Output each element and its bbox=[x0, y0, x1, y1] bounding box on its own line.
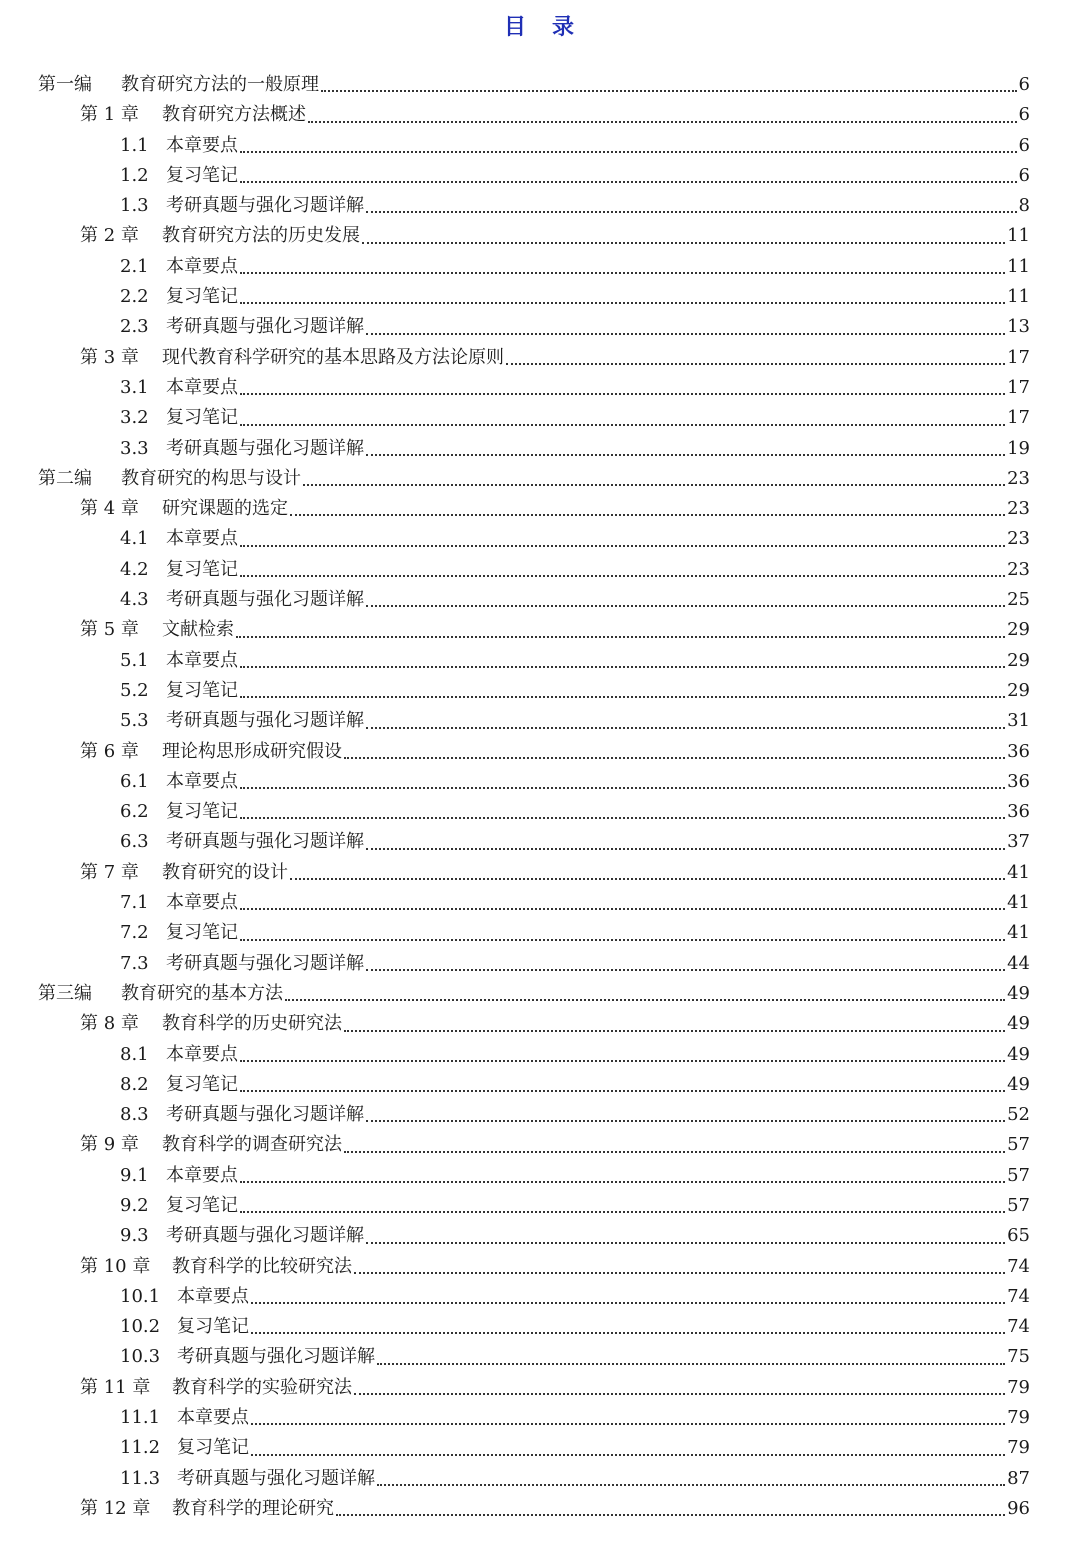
dot-leader bbox=[240, 392, 1005, 395]
entry-number: 7.3 bbox=[120, 952, 149, 974]
entry-number: 7.1 bbox=[120, 892, 149, 914]
dot-leader bbox=[366, 453, 1005, 456]
dot-leader bbox=[240, 423, 1005, 426]
toc-section-entry[interactable] bbox=[0, 1070, 1080, 1100]
entry-title: 本章要点 bbox=[166, 528, 238, 550]
dot-leader bbox=[240, 816, 1005, 819]
dot-leader bbox=[240, 665, 1005, 668]
entry-number: 9.3 bbox=[120, 1225, 149, 1247]
toc-section-entry[interactable] bbox=[0, 918, 1080, 948]
entry-page-number: 75 bbox=[1007, 1346, 1030, 1368]
dot-leader bbox=[366, 210, 1017, 213]
entry-page-number: 49 bbox=[1007, 1013, 1030, 1035]
entry-number: 3.2 bbox=[120, 407, 149, 429]
toc-part-entry[interactable] bbox=[0, 464, 1080, 494]
toc-chapter-entry[interactable] bbox=[0, 1130, 1080, 1160]
entry-title: 复习笔记 bbox=[166, 1073, 238, 1095]
dot-leader bbox=[366, 1119, 1005, 1122]
entry-title: 复习笔记 bbox=[166, 558, 238, 580]
toc-section-entry[interactable] bbox=[0, 1403, 1080, 1433]
entry-number: 第 8 章 bbox=[80, 1013, 139, 1035]
dot-leader bbox=[377, 1362, 1005, 1365]
entry-number: 2.2 bbox=[120, 286, 149, 308]
entry-number: 5.3 bbox=[120, 710, 149, 732]
entry-page-number: 57 bbox=[1007, 1164, 1030, 1186]
entry-page-number: 37 bbox=[1007, 831, 1030, 853]
dot-leader bbox=[362, 241, 1005, 244]
entry-number: 4.2 bbox=[120, 558, 149, 580]
toc-section-entry[interactable] bbox=[0, 1342, 1080, 1372]
toc-section-entry[interactable] bbox=[0, 1191, 1080, 1221]
dot-leader bbox=[285, 998, 1005, 1001]
entry-number: 第 5 章 bbox=[80, 619, 139, 641]
entry-page-number: 29 bbox=[1007, 649, 1030, 671]
dot-leader bbox=[240, 1210, 1005, 1213]
toc-chapter-entry[interactable] bbox=[0, 737, 1080, 767]
entry-title: 本章要点 bbox=[166, 376, 238, 398]
dot-leader bbox=[366, 847, 1005, 850]
entry-title: 复习笔记 bbox=[166, 286, 238, 308]
toc-section-entry[interactable] bbox=[0, 1433, 1080, 1463]
entry-page-number: 44 bbox=[1007, 952, 1030, 974]
entry-page-number: 8 bbox=[1018, 195, 1030, 217]
dot-leader bbox=[366, 332, 1005, 335]
entry-title: 考研真题与强化习题详解 bbox=[166, 1104, 364, 1126]
entry-page-number: 11 bbox=[1007, 255, 1030, 277]
entry-page-number: 11 bbox=[1007, 225, 1030, 247]
toc-section-entry[interactable] bbox=[0, 706, 1080, 736]
entry-page-number: 57 bbox=[1007, 1194, 1030, 1216]
entry-page-number: 57 bbox=[1007, 1134, 1030, 1156]
dot-leader bbox=[303, 483, 1005, 486]
entry-page-number: 6 bbox=[1018, 104, 1030, 126]
entry-page-number: 6 bbox=[1018, 164, 1030, 186]
entry-page-number: 41 bbox=[1007, 892, 1030, 914]
entry-page-number: 52 bbox=[1007, 1104, 1030, 1126]
dot-leader bbox=[240, 938, 1005, 941]
entry-page-number: 65 bbox=[1007, 1225, 1030, 1247]
entry-title: 本章要点 bbox=[166, 134, 238, 156]
dot-leader bbox=[251, 1453, 1005, 1456]
entry-number: 5.2 bbox=[120, 679, 149, 701]
entry-title: 考研真题与强化习题详解 bbox=[166, 437, 364, 459]
entry-title: 本章要点 bbox=[166, 1164, 238, 1186]
dot-leader bbox=[377, 1483, 1005, 1486]
table-of-contents bbox=[0, 70, 1080, 1524]
dot-leader bbox=[366, 604, 1005, 607]
toc-section-entry[interactable] bbox=[0, 191, 1080, 221]
toc-section-entry[interactable] bbox=[0, 1040, 1080, 1070]
entry-title: 教育科学的历史研究法 bbox=[162, 1013, 342, 1035]
dot-leader bbox=[251, 1331, 1005, 1334]
dot-leader bbox=[240, 786, 1005, 789]
dot-leader bbox=[251, 1301, 1005, 1304]
entry-number: 8.3 bbox=[120, 1104, 149, 1126]
toc-chapter-entry[interactable] bbox=[0, 494, 1080, 524]
entry-page-number: 23 bbox=[1007, 558, 1030, 580]
entry-number: 3.1 bbox=[120, 376, 149, 398]
dot-leader bbox=[240, 180, 1017, 183]
entry-number: 1.2 bbox=[120, 164, 149, 186]
dot-leader bbox=[344, 756, 1005, 759]
entry-page-number: 23 bbox=[1007, 528, 1030, 550]
entry-number: 3.3 bbox=[120, 437, 149, 459]
toc-chapter-entry[interactable] bbox=[0, 615, 1080, 645]
entry-page-number: 41 bbox=[1007, 861, 1030, 883]
entry-number: 7.2 bbox=[120, 922, 149, 944]
toc-chapter-entry[interactable] bbox=[0, 858, 1080, 888]
toc-chapter-entry[interactable] bbox=[0, 1009, 1080, 1039]
entry-number: 第 12 章 bbox=[80, 1497, 151, 1519]
entry-number: 第二编 bbox=[38, 467, 92, 489]
entry-number: 8.1 bbox=[120, 1043, 149, 1065]
toc-section-entry[interactable] bbox=[0, 1464, 1080, 1494]
entry-page-number: 36 bbox=[1007, 770, 1030, 792]
entry-page-number: 41 bbox=[1007, 922, 1030, 944]
toc-section-entry[interactable] bbox=[0, 646, 1080, 676]
entry-number: 第 1 章 bbox=[80, 104, 139, 126]
entry-title: 复习笔记 bbox=[166, 407, 238, 429]
entry-number: 第 4 章 bbox=[80, 498, 139, 520]
entry-number: 10.2 bbox=[120, 1316, 161, 1338]
dot-leader bbox=[321, 89, 1017, 92]
dot-leader bbox=[240, 301, 1005, 304]
entry-number: 9.2 bbox=[120, 1194, 149, 1216]
entry-title: 复习笔记 bbox=[166, 679, 238, 701]
dot-leader bbox=[366, 726, 1005, 729]
entry-number: 4.3 bbox=[120, 589, 149, 611]
toc-section-entry[interactable] bbox=[0, 282, 1080, 312]
entry-number: 6.3 bbox=[120, 831, 149, 853]
toc-section-entry[interactable] bbox=[0, 1100, 1080, 1130]
entry-title: 研究课题的选定 bbox=[162, 498, 288, 520]
entry-number: 第 6 章 bbox=[80, 740, 139, 762]
entry-number: 9.1 bbox=[120, 1164, 149, 1186]
entry-title: 考研真题与强化习题详解 bbox=[177, 1467, 375, 1489]
entry-title: 本章要点 bbox=[166, 255, 238, 277]
toc-section-entry[interactable] bbox=[0, 888, 1080, 918]
entry-page-number: 36 bbox=[1007, 801, 1030, 823]
toc-section-entry[interactable] bbox=[0, 161, 1080, 191]
entry-page-number: 49 bbox=[1007, 1043, 1030, 1065]
entry-title: 考研真题与强化习题详解 bbox=[166, 195, 364, 217]
toc-chapter-entry[interactable] bbox=[0, 1494, 1080, 1524]
entry-page-number: 11 bbox=[1007, 286, 1030, 308]
entry-title: 文献检索 bbox=[162, 619, 234, 641]
entry-page-number: 79 bbox=[1007, 1407, 1030, 1429]
toc-chapter-entry[interactable] bbox=[0, 1252, 1080, 1282]
entry-title: 本章要点 bbox=[177, 1407, 249, 1429]
toc-chapter-entry[interactable] bbox=[0, 343, 1080, 373]
entry-page-number: 74 bbox=[1007, 1255, 1030, 1277]
toc-chapter-entry[interactable] bbox=[0, 1373, 1080, 1403]
toc-section-entry[interactable] bbox=[0, 585, 1080, 615]
toc-section-entry[interactable] bbox=[0, 434, 1080, 464]
entry-number: 11.3 bbox=[120, 1467, 161, 1489]
dot-leader bbox=[251, 1422, 1005, 1425]
dot-leader bbox=[240, 1059, 1005, 1062]
dot-leader bbox=[366, 1241, 1005, 1244]
toc-section-entry[interactable] bbox=[0, 555, 1080, 585]
entry-number: 8.2 bbox=[120, 1073, 149, 1095]
entry-number: 第 3 章 bbox=[80, 346, 139, 368]
entry-number: 第三编 bbox=[38, 982, 92, 1004]
dot-leader bbox=[344, 1150, 1005, 1153]
dot-leader bbox=[240, 544, 1005, 547]
entry-number: 第 2 章 bbox=[80, 225, 139, 247]
entry-title: 本章要点 bbox=[166, 649, 238, 671]
entry-number: 2.3 bbox=[120, 316, 149, 338]
entry-title: 现代教育科学研究的基本思路及方法论原则 bbox=[162, 346, 504, 368]
entry-title: 教育科学的实验研究法 bbox=[172, 1376, 352, 1398]
entry-number: 1.1 bbox=[120, 134, 149, 156]
dot-leader bbox=[506, 362, 1005, 365]
dot-leader bbox=[336, 1513, 1005, 1516]
dot-leader bbox=[240, 695, 1005, 698]
entry-number: 第 11 章 bbox=[80, 1376, 151, 1398]
dot-leader bbox=[236, 635, 1005, 638]
toc-part-entry[interactable] bbox=[0, 979, 1080, 1009]
entry-title: 复习笔记 bbox=[177, 1316, 249, 1338]
entry-title: 教育科学的理论研究 bbox=[172, 1497, 334, 1519]
entry-page-number: 96 bbox=[1007, 1497, 1030, 1519]
entry-title: 本章要点 bbox=[177, 1285, 249, 1307]
entry-page-number: 19 bbox=[1007, 437, 1030, 459]
entry-title: 教育研究的构思与设计 bbox=[121, 467, 301, 489]
page-title: 目 录 bbox=[503, 15, 576, 40]
entry-number: 10.1 bbox=[120, 1285, 161, 1307]
entry-number: 11.1 bbox=[120, 1407, 161, 1429]
dot-leader bbox=[308, 120, 1017, 123]
dot-leader bbox=[240, 271, 1005, 274]
toc-section-entry[interactable] bbox=[0, 524, 1080, 554]
entry-title: 考研真题与强化习题详解 bbox=[177, 1346, 375, 1368]
entry-title: 考研真题与强化习题详解 bbox=[166, 831, 364, 853]
entry-page-number: 17 bbox=[1007, 407, 1030, 429]
entry-page-number: 74 bbox=[1007, 1316, 1030, 1338]
toc-section-entry[interactable] bbox=[0, 767, 1080, 797]
toc-section-entry[interactable] bbox=[0, 676, 1080, 706]
toc-section-entry[interactable] bbox=[0, 949, 1080, 979]
entry-page-number: 29 bbox=[1007, 679, 1030, 701]
toc-section-entry[interactable] bbox=[0, 312, 1080, 342]
entry-title: 考研真题与强化习题详解 bbox=[166, 589, 364, 611]
entry-page-number: 36 bbox=[1007, 740, 1030, 762]
dot-leader bbox=[290, 877, 1005, 880]
entry-title: 教育研究方法概述 bbox=[162, 104, 306, 126]
entry-title: 考研真题与强化习题详解 bbox=[166, 1225, 364, 1247]
dot-leader bbox=[366, 968, 1005, 971]
entry-title: 本章要点 bbox=[166, 770, 238, 792]
dot-leader bbox=[240, 574, 1005, 577]
entry-page-number: 29 bbox=[1007, 619, 1030, 641]
entry-number: 10.3 bbox=[120, 1346, 161, 1368]
entry-number: 第 7 章 bbox=[80, 861, 139, 883]
entry-page-number: 87 bbox=[1007, 1467, 1030, 1489]
entry-title: 本章要点 bbox=[166, 1043, 238, 1065]
entry-number: 2.1 bbox=[120, 255, 149, 277]
dot-leader bbox=[354, 1271, 1005, 1274]
entry-page-number: 79 bbox=[1007, 1376, 1030, 1398]
entry-page-number: 23 bbox=[1007, 498, 1030, 520]
entry-title: 考研真题与强化习题详解 bbox=[166, 710, 364, 732]
entry-number: 6.2 bbox=[120, 801, 149, 823]
entry-page-number: 17 bbox=[1007, 346, 1030, 368]
toc-section-entry[interactable] bbox=[0, 1312, 1080, 1342]
entry-page-number: 79 bbox=[1007, 1437, 1030, 1459]
entry-number: 11.2 bbox=[120, 1437, 161, 1459]
dot-leader bbox=[240, 150, 1017, 153]
dot-leader bbox=[354, 1392, 1005, 1395]
toc-section-entry[interactable] bbox=[0, 403, 1080, 433]
dot-leader bbox=[290, 513, 1005, 516]
entry-page-number: 74 bbox=[1007, 1285, 1030, 1307]
toc-chapter-entry[interactable] bbox=[0, 100, 1080, 130]
toc-part-entry[interactable] bbox=[0, 70, 1080, 100]
entry-title: 复习笔记 bbox=[166, 1194, 238, 1216]
entry-number: 1.3 bbox=[120, 195, 149, 217]
toc-section-entry[interactable] bbox=[0, 827, 1080, 857]
toc-section-entry[interactable] bbox=[0, 373, 1080, 403]
entry-page-number: 6 bbox=[1018, 134, 1030, 156]
entry-number: 6.1 bbox=[120, 770, 149, 792]
entry-page-number: 49 bbox=[1007, 982, 1030, 1004]
toc-section-entry[interactable] bbox=[0, 252, 1080, 282]
entry-page-number: 23 bbox=[1007, 467, 1030, 489]
entry-title: 复习笔记 bbox=[166, 922, 238, 944]
entry-page-number: 6 bbox=[1018, 74, 1030, 95]
entry-title: 教育科学的比较研究法 bbox=[172, 1255, 352, 1277]
entry-number: 第 10 章 bbox=[80, 1255, 151, 1277]
entry-page-number: 17 bbox=[1007, 376, 1030, 398]
entry-title: 考研真题与强化习题详解 bbox=[166, 952, 364, 974]
dot-leader bbox=[344, 1029, 1005, 1032]
toc-section-entry[interactable] bbox=[0, 1282, 1080, 1312]
entry-number: 第 9 章 bbox=[80, 1134, 139, 1156]
entry-title: 教育科学的调查研究法 bbox=[162, 1134, 342, 1156]
entry-title: 考研真题与强化习题详解 bbox=[166, 316, 364, 338]
toc-section-entry[interactable] bbox=[0, 1161, 1080, 1191]
toc-section-entry[interactable] bbox=[0, 131, 1080, 161]
dot-leader bbox=[240, 1089, 1005, 1092]
entry-title: 复习笔记 bbox=[177, 1437, 249, 1459]
entry-number: 4.1 bbox=[120, 528, 149, 550]
entry-title: 复习笔记 bbox=[166, 801, 238, 823]
entry-page-number: 31 bbox=[1007, 710, 1030, 732]
dot-leader bbox=[240, 1180, 1005, 1183]
toc-chapter-entry[interactable] bbox=[0, 221, 1080, 251]
entry-title: 教育研究方法的一般原理 bbox=[121, 74, 319, 95]
toc-section-entry[interactable] bbox=[0, 1221, 1080, 1251]
entry-title: 本章要点 bbox=[166, 892, 238, 914]
entry-title: 教育研究方法的历史发展 bbox=[162, 225, 360, 247]
dot-leader bbox=[240, 907, 1005, 910]
entry-title: 复习笔记 bbox=[166, 164, 238, 186]
entry-page-number: 49 bbox=[1007, 1073, 1030, 1095]
entry-page-number: 13 bbox=[1007, 316, 1030, 338]
entry-title: 理论构思形成研究假设 bbox=[162, 740, 342, 762]
entry-page-number: 25 bbox=[1007, 589, 1030, 611]
toc-section-entry[interactable] bbox=[0, 797, 1080, 827]
entry-number: 5.1 bbox=[120, 649, 149, 671]
entry-title: 教育研究的设计 bbox=[162, 861, 288, 883]
entry-number: 第一编 bbox=[38, 74, 92, 95]
entry-title: 教育研究的基本方法 bbox=[121, 982, 283, 1004]
